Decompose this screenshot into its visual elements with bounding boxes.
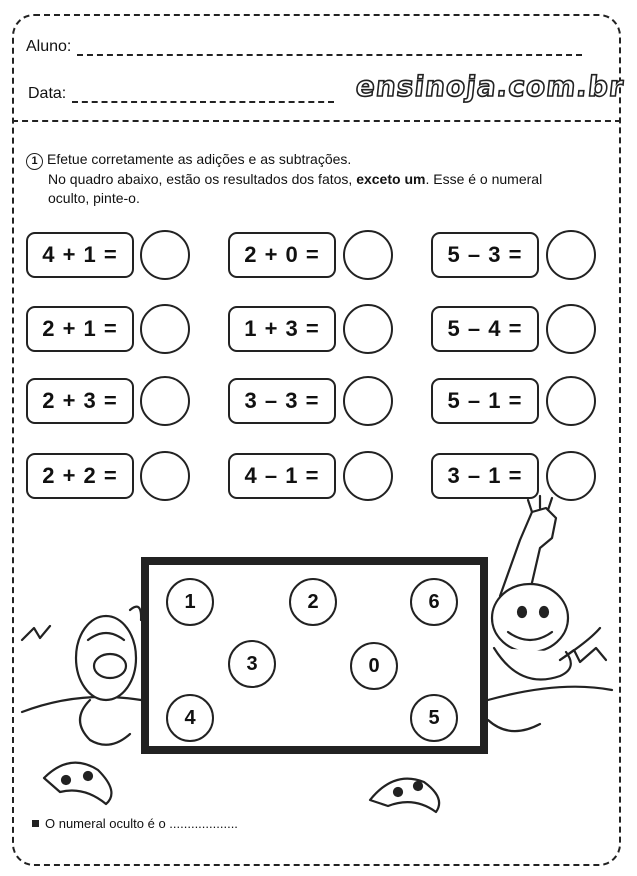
student-label: Aluno: xyxy=(26,38,72,55)
equation-box: 4 + 1 = xyxy=(26,232,134,278)
equation-box: 1 + 3 = xyxy=(228,306,336,352)
instruction-line-2a: No quadro abaixo, estão os resultados dos fatos, xyxy=(48,171,357,187)
equation-box: 5 – 4 = xyxy=(431,306,539,352)
brand-logo: ensinoja.com.br xyxy=(354,70,626,103)
equation-box: 2 + 1 = xyxy=(26,306,134,352)
result-circle[interactable]: 0 xyxy=(350,642,398,690)
right-monkey-body xyxy=(494,648,571,680)
equation-box: 5 – 3 = xyxy=(431,232,539,278)
result-circle[interactable]: 4 xyxy=(166,694,214,742)
result-circle[interactable]: 3 xyxy=(228,640,276,688)
instruction-line-1: Efetue corretamente as adições e as subtrações. xyxy=(47,151,352,167)
equation-box: 5 – 1 = xyxy=(431,378,539,424)
answer-prompt xyxy=(32,816,238,831)
instruction-line-3: oculto, pinte-o. xyxy=(48,190,140,206)
instruction-line-2-bold: exceto um xyxy=(356,171,426,187)
date-label: Data: xyxy=(28,85,67,102)
ground-line-right xyxy=(488,687,612,700)
bullet-icon xyxy=(32,820,39,827)
equation-box: 4 – 1 = xyxy=(228,453,336,499)
equation-box: 3 – 3 = xyxy=(228,378,336,424)
exercise-number: 1 xyxy=(26,153,43,170)
equation-box: 2 + 2 = xyxy=(26,453,134,499)
banana-left xyxy=(44,763,111,804)
leaf-left xyxy=(22,626,50,640)
result-circle[interactable]: 6 xyxy=(410,578,458,626)
instruction-line-2b: . Esse é o numeral xyxy=(425,171,543,187)
left-monkey-head xyxy=(76,616,136,700)
banana-right xyxy=(370,779,439,812)
equation-box: 2 + 3 = xyxy=(26,378,134,424)
result-circle[interactable]: 2 xyxy=(289,578,337,626)
equation-box: 3 – 1 = xyxy=(431,453,539,499)
result-circle[interactable]: 1 xyxy=(166,578,214,626)
equation-box: 2 + 0 = xyxy=(228,232,336,278)
right-monkey-head xyxy=(492,584,568,652)
result-circle[interactable]: 5 xyxy=(410,694,458,742)
answer-prompt-text: O numeral oculto é o ................... xyxy=(45,816,238,831)
